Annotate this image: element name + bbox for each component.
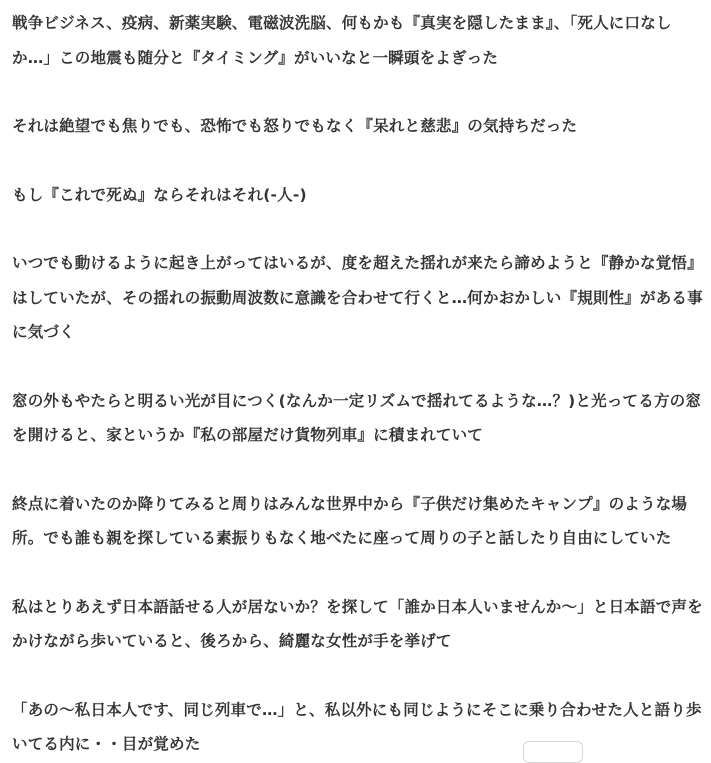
paragraph-5: 窓の外もやたらと明るい光が目につく(なんか一定リズムで揺れてるような…？)と光ってる方の窓を開けると、家というか『私の部屋だけ貨物列車』に積まれていて	[12, 391, 702, 444]
article-body	[12, 6, 708, 762]
paragraph-6: 終点に着いたのか降りてみると周りはみんな世界中から『子供だけ集めたキャンプ』のような場所。でも誰も親を探している素振りもなく地べたに座って周りの子と話したり自由にしていた	[12, 494, 688, 547]
scroll-to-top-tab[interactable]	[523, 741, 583, 763]
paragraph-1: 戦争ビジネス、疫病、新薬実験、電磁波洗脳、何もかも『真実を隠したまま』、「死人に口なしか…」この地震も随分と『タイミング』がいいなと一瞬頭をよぎった	[12, 14, 672, 67]
paragraph-2: それは絶望でも焦りでも、恐怖でも怒りでもなく『呆れと慈悲』の気持ちだった	[12, 117, 578, 135]
paragraph-3: もし『これで死ぬ』ならそれはそれ(-人-)	[12, 185, 307, 204]
paragraph-7: 私はとりあえず日本語話せる人が居ないか？を探して「誰か日本人いませんか〜」と日本語で声をかけながら歩いていると、後ろから、綺麗な女性が手を挙げて	[12, 597, 703, 650]
paragraph-8: 「あの〜私日本人です、同じ列車で…」と、私以外にも同じようにそこに乗り合わせた人と語り歩いてる内に・・目が覚めた	[12, 700, 702, 753]
paragraph-4: いつでも動けるように起き上がってはいるが、度を超えた揺れが来たら諦めようと『静かな覚悟』はしていたが、その揺れの振動周波数に意識を合わせて行くと…何かおかしい『規則性』がある事に気づく	[12, 254, 703, 341]
